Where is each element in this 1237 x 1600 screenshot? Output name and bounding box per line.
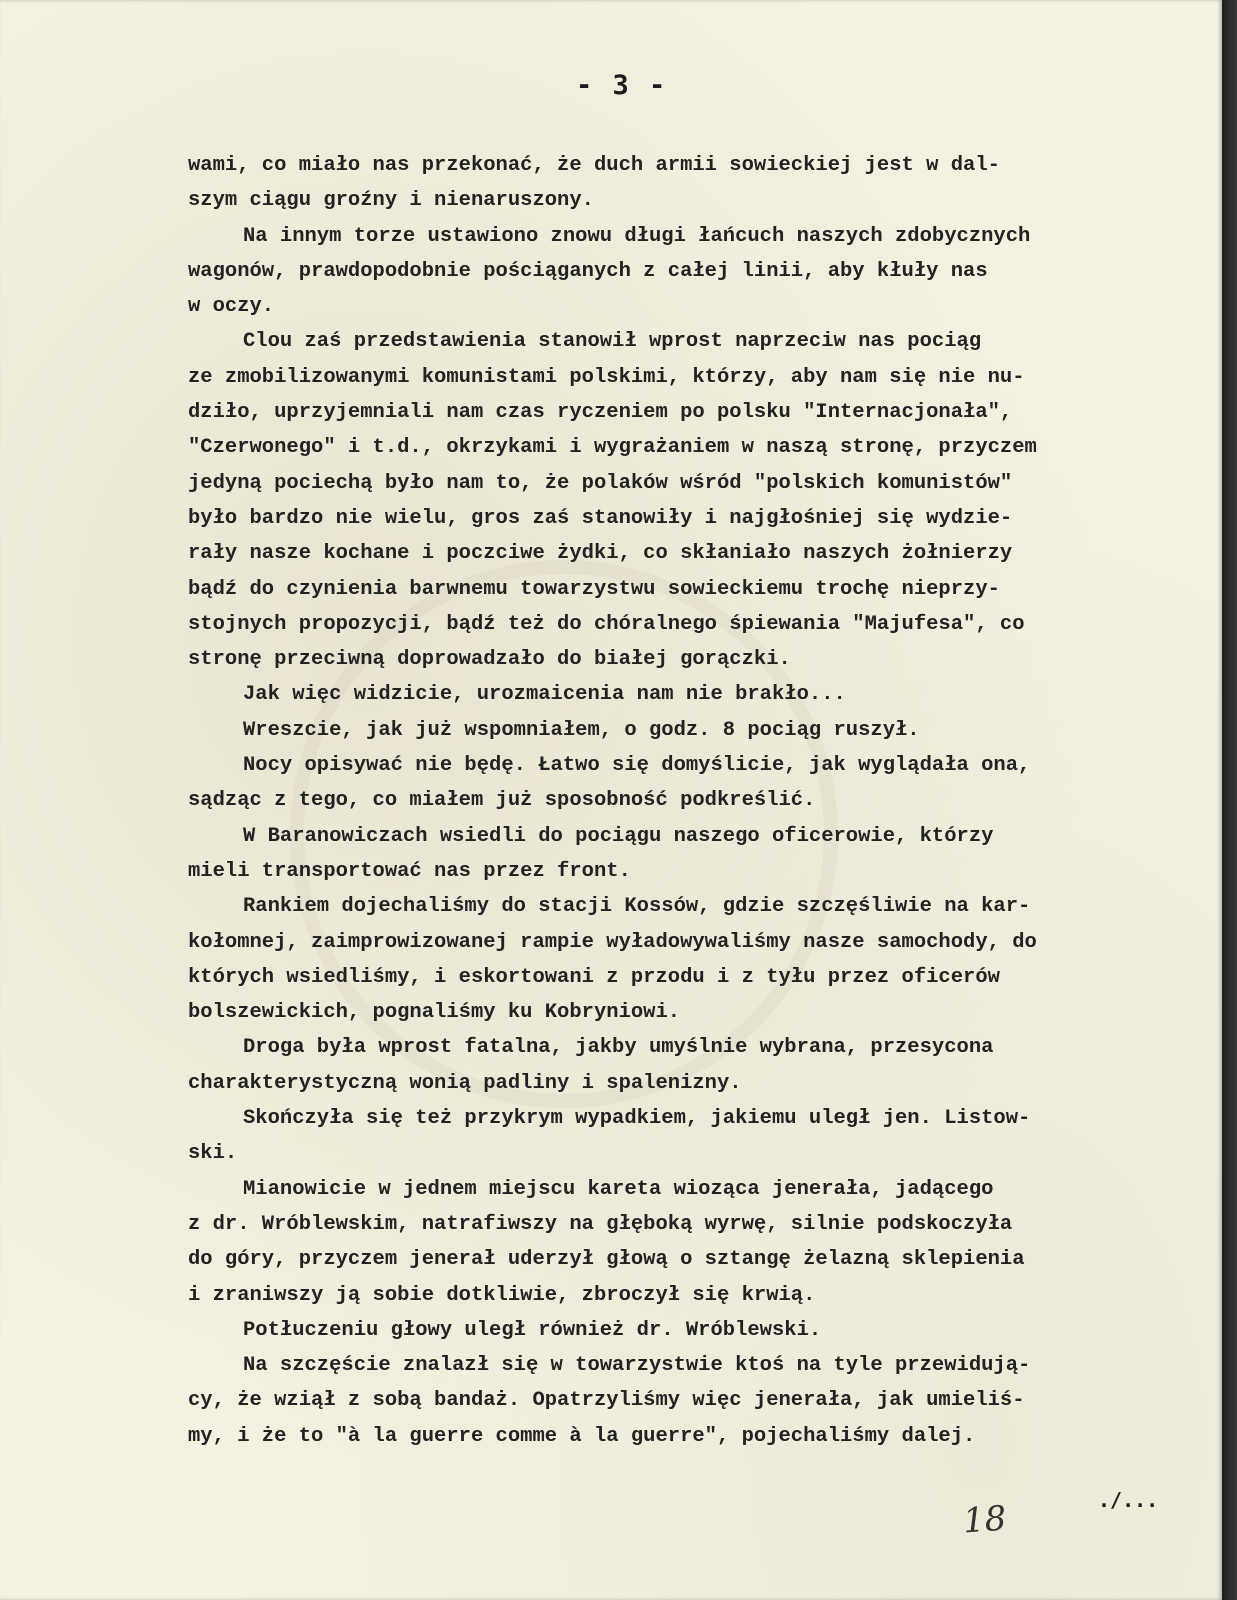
text-line: Na innym torze ustawiono znowu długi łańcuch naszych zdobycznych: [243, 224, 1031, 248]
text-line: wami, co miało nas przekonać, że duch armii sowieckiej jest w dal-: [188, 154, 1000, 177]
text-line: w oczy.: [188, 295, 275, 319]
text-line: stronę przeciwną doprowadzało do białej gorączki.: [188, 648, 791, 672]
text-line: kołomnej, zaimprowizowanej rampie wyładowywaliśmy nasze samochody, do: [188, 930, 1037, 954]
text-line: Clou zaś przedstawienia stanowił wprost naprzeciw nas pociąg: [243, 330, 982, 354]
text-line: Droga była wprost fatalna, jakby umyślnie wybrana, przesycona: [243, 1036, 994, 1060]
page-number: - 3 -: [576, 70, 668, 101]
text-line: dziło, uprzyjemniali nam czas ryczeniem po polsku "Internacjonała",: [188, 401, 1013, 425]
text-line: Nocy opisywać nie będę. Łatwo się domyślicie, jak wyglądała ona,: [243, 754, 1031, 778]
text-line: wagonów, prawdopodobnie pościąganych z całej linii, aby kłuły nas: [188, 259, 988, 283]
text-line: stojnych propozycji, bądź też do chóralnego śpiewania "Majufesa", co: [188, 612, 1025, 636]
text-line: rały nasze kochane i poczciwe żydki, co skłaniało naszych żołnierzy: [188, 542, 1013, 566]
text-line: z dr. Wróblewskim, natrafiwszy na głęboką wyrwę, silnie podskoczyła: [188, 1212, 1013, 1236]
text-line: charakterystyczną wonią padliny i spalenizny.: [188, 1071, 742, 1095]
text-line: i zraniwszy ją sobie dotkliwie, zbroczył się krwią.: [188, 1283, 816, 1307]
handwritten-page-number: 18: [961, 1498, 1008, 1542]
text-line: których wsiedliśmy, i eskortowani z przodu i z tyłu przez oficerów: [188, 965, 1000, 989]
text-line: Mianowicie w jednem miejscu kareta wioząca jenerała, jadącego: [243, 1177, 994, 1201]
text-line: sądząc z tego, co miałem już sposobność podkreślić.: [188, 789, 816, 813]
text-line: do góry, przyczem jenerał uderzył głową o sztangę żelazną sklepienia: [188, 1248, 1025, 1272]
text-line: bądź do czynienia barwnemu towarzystwu sowieckiemu trochę nieprzy-: [188, 577, 1000, 601]
text-line: Skończyła się też przykrym wypadkiem, jakiemu uległ jen. Listow-: [243, 1107, 1031, 1131]
text-line: Na szczęście znalazł się w towarzystwie ktoś na tyle przewidują-: [243, 1354, 1031, 1378]
text-line: Wreszcie, jak już wspomniałem, o godz. 8 pociąg ruszył.: [243, 718, 920, 742]
text-line: Potłuczeniu głowy uległ również dr. Wróblewski.: [243, 1318, 822, 1342]
scan-edge: [1222, 0, 1237, 1600]
text-line: "Czerwonego" i t.d., okrzykami i wygrażaniem w naszą stronę, przyczem: [188, 436, 1037, 460]
text-line: szym ciągu groźny i nienaruszony.: [188, 189, 594, 213]
text-line: my, i że to "à la guerre comme à la guerre", pojechaliśmy dalej.: [188, 1424, 976, 1448]
text-line: bolszewickich, pognaliśmy ku Kobryniowi.: [188, 1001, 681, 1025]
text-line: cy, że wziął z sobą bandaż. Opatrzyliśmy więc jenerała, jak umieliś-: [188, 1389, 1025, 1413]
text-line: ze zmobilizowanymi komunistami polskimi, którzy, aby nam się nie nu-: [188, 365, 1025, 389]
text-line: Rankiem dojechaliśmy do stacji Kossów, gdzie szczęśliwie na kar-: [243, 895, 1031, 919]
text-line: Jak więc widzicie, urozmaicenia nam nie brakło...: [243, 683, 846, 707]
body-text: [188, 148, 1208, 1454]
text-line: mieli transportować nas przez front.: [188, 859, 631, 883]
text-line: W Baranowiczach wsiedli do pociągu naszego oficerowie, którzy: [243, 824, 994, 848]
text-line: było bardzo nie wielu, gros zaś stanowiły i najgłośniej się wydzie-: [188, 506, 1013, 530]
text-line: jedyną pociechą było nam to, że polaków wśród "polskich komunistów": [188, 471, 1013, 495]
continuation-mark: ./...: [1098, 1488, 1159, 1512]
text-line: ski.: [188, 1142, 238, 1166]
